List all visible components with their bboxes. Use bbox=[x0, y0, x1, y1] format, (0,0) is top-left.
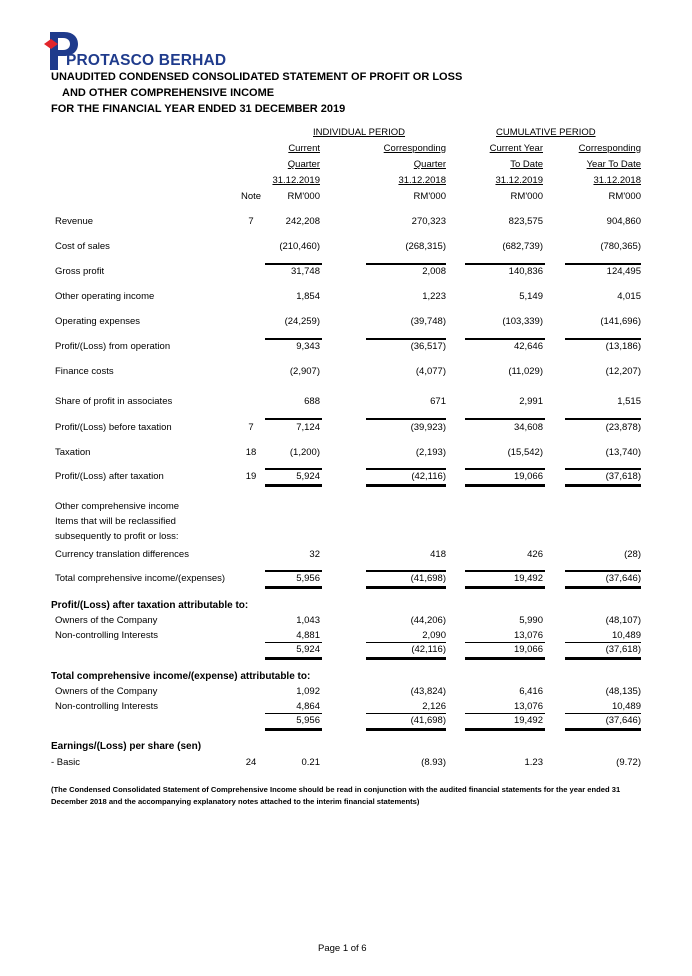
row-label-revenue: Revenue bbox=[55, 216, 94, 227]
at-total-col1: 5,956 bbox=[296, 715, 320, 726]
associates-col1: 688 bbox=[304, 396, 320, 407]
oci-heading: Other comprehensive income bbox=[55, 501, 180, 512]
subtotal-rule bbox=[565, 713, 641, 714]
note-header: Note bbox=[241, 191, 262, 202]
col4-header-date: 31.12.2018 bbox=[593, 175, 641, 186]
finance-costs-col4: (12,207) bbox=[605, 366, 641, 377]
pbt-col4: (23,878) bbox=[605, 422, 641, 433]
revenue-col2: 270,323 bbox=[411, 216, 446, 227]
total-double-rule bbox=[366, 586, 446, 589]
other-income-col2: 1,223 bbox=[422, 291, 446, 302]
col1-header-date: 31.12.2019 bbox=[272, 175, 320, 186]
col2-header-date: 31.12.2018 bbox=[398, 175, 446, 186]
subtotal-rule bbox=[265, 263, 322, 265]
attrib-profit-heading: Profit/(Loss) after taxation attributable to: bbox=[51, 600, 249, 611]
total-double-rule bbox=[565, 728, 641, 731]
subtotal-rule bbox=[265, 468, 322, 470]
statement-title-line2: AND OTHER COMPREHENSIVE INCOME bbox=[62, 87, 275, 99]
oci-subheading-2: subsequently to profit or loss: bbox=[55, 531, 179, 542]
col3-header-date: 31.12.2019 bbox=[495, 175, 543, 186]
col3-header-line1: Current Year bbox=[489, 143, 543, 154]
subtotal-rule bbox=[366, 418, 446, 420]
ap-nci-col3: 13,076 bbox=[513, 630, 543, 641]
opex-col3: (103,339) bbox=[502, 316, 543, 327]
subtotal-rule bbox=[565, 570, 641, 572]
total-double-rule bbox=[265, 728, 322, 731]
tci-col1: 5,956 bbox=[296, 573, 320, 584]
total-double-rule bbox=[465, 728, 545, 731]
finance-costs-col2: (4,077) bbox=[415, 366, 446, 377]
other-income-col1: 1,854 bbox=[296, 291, 320, 302]
subtotal-rule bbox=[465, 713, 545, 714]
statement-title-line1: UNAUDITED CONDENSED CONSOLIDATED STATEMENT OF PROFIT OR LOSS bbox=[51, 71, 463, 83]
total-double-rule bbox=[565, 484, 641, 487]
pat-col1: 5,924 bbox=[296, 471, 320, 482]
total-double-rule bbox=[265, 484, 322, 487]
at-owners-col2: (43,824) bbox=[410, 686, 446, 697]
subtotal-rule bbox=[465, 338, 545, 340]
subtotal-rule bbox=[366, 468, 446, 470]
row-note-taxation: 18 bbox=[245, 447, 257, 458]
subtotal-rule bbox=[265, 338, 322, 340]
total-double-rule bbox=[465, 657, 545, 660]
col4-header-line1: Corresponding bbox=[578, 143, 641, 154]
finance-costs-col1: (2,907) bbox=[289, 366, 320, 377]
tax-col1: (1,200) bbox=[289, 447, 320, 458]
op-profit-col3: 42,646 bbox=[513, 341, 543, 352]
subtotal-rule bbox=[565, 642, 641, 643]
subtotal-rule bbox=[366, 570, 446, 572]
pbt-col2: (39,923) bbox=[410, 422, 446, 433]
row-label-other-operating-income: Other operating income bbox=[55, 291, 155, 302]
opex-col4: (141,696) bbox=[600, 316, 641, 327]
cost-of-sales-col1: (210,460) bbox=[279, 241, 320, 252]
ap-owners-col2: (44,206) bbox=[410, 615, 446, 626]
ap-owners-col4: (48,107) bbox=[605, 615, 641, 626]
gross-profit-col4: 124,495 bbox=[606, 266, 641, 277]
ap-owners-col3: 5,990 bbox=[519, 615, 543, 626]
at-total-col3: 19,492 bbox=[513, 715, 543, 726]
attrib-tci-heading: Total comprehensive income/(expense) attributable to: bbox=[51, 671, 311, 682]
total-double-rule bbox=[465, 586, 545, 589]
at-nci-col4: 10,489 bbox=[611, 701, 641, 712]
total-double-rule bbox=[565, 657, 641, 660]
disclaimer-note: (The Condensed Consolidated Statement of Comprehensive Income should be read in conjunction with the audited financial statements for the year ended 31 December 2018 and the accompanying explanatory notes attached to the interim financial statements) bbox=[51, 785, 621, 806]
individual-period-header: INDIVIDUAL PERIOD bbox=[313, 127, 406, 138]
opex-col2: (39,748) bbox=[410, 316, 446, 327]
row-note-eps: 24 bbox=[245, 757, 257, 768]
other-income-col4: 4,015 bbox=[617, 291, 641, 302]
tax-col3: (15,542) bbox=[507, 447, 543, 458]
ap-total-col3: 19,066 bbox=[513, 644, 543, 655]
tci-col3: 19,492 bbox=[513, 573, 543, 584]
revenue-col3: 823,575 bbox=[508, 216, 543, 227]
total-double-rule bbox=[366, 484, 446, 487]
col1-header-line1: Current bbox=[288, 143, 320, 154]
row-label-nci: Non-controlling Interests bbox=[55, 630, 158, 641]
subtotal-rule bbox=[366, 713, 446, 714]
at-owners-col4: (48,135) bbox=[605, 686, 641, 697]
subtotal-rule bbox=[265, 418, 322, 420]
eps-heading: Earnings/(Loss) per share (sen) bbox=[51, 741, 202, 752]
at-owners-col1: 1,092 bbox=[296, 686, 320, 697]
subtotal-rule bbox=[465, 468, 545, 470]
at-nci-col1: 4,864 bbox=[296, 701, 320, 712]
pat-col3: 19,066 bbox=[513, 471, 543, 482]
oci-subheading-1: Items that will be reclassified bbox=[55, 516, 176, 527]
subtotal-rule bbox=[465, 570, 545, 572]
pbt-col3: 34,608 bbox=[513, 422, 543, 433]
gross-profit-col2: 2,008 bbox=[422, 266, 446, 277]
at-owners-col3: 6,416 bbox=[519, 686, 543, 697]
company-name: PROTASCO BERHAD bbox=[66, 52, 227, 69]
eps-col3: 1.23 bbox=[524, 757, 543, 768]
row-label-taxation: Taxation bbox=[55, 447, 91, 458]
fx-col4: (28) bbox=[624, 549, 641, 560]
subtotal-rule bbox=[366, 642, 446, 643]
fx-col3: 426 bbox=[527, 549, 543, 560]
row-label-gross-profit: Gross profit bbox=[55, 266, 105, 277]
op-profit-col1: 9,343 bbox=[296, 341, 320, 352]
row-label-basic-eps: - Basic bbox=[51, 757, 81, 768]
fx-col1: 32 bbox=[309, 549, 320, 560]
statement-title-line3: FOR THE FINANCIAL YEAR ENDED 31 DECEMBER 2019 bbox=[51, 103, 346, 115]
tci-col4: (37,646) bbox=[605, 573, 641, 584]
fx-col2: 418 bbox=[430, 549, 446, 560]
col3-header-line2: To Date bbox=[510, 159, 543, 170]
col4-unit: RM'000 bbox=[608, 191, 641, 202]
ap-total-col4: (37,618) bbox=[605, 644, 641, 655]
subtotal-rule bbox=[465, 263, 545, 265]
other-income-col3: 5,149 bbox=[519, 291, 543, 302]
row-label-profit-before-tax: Profit/(Loss) before taxation bbox=[55, 422, 172, 433]
associates-col4: 1,515 bbox=[617, 396, 641, 407]
ap-total-col1: 5,924 bbox=[296, 644, 320, 655]
subtotal-rule bbox=[265, 713, 322, 714]
total-double-rule bbox=[265, 657, 322, 660]
revenue-col4: 904,860 bbox=[606, 216, 641, 227]
row-label-owners: Owners of the Company bbox=[55, 615, 158, 626]
cost-of-sales-col2: (268,315) bbox=[405, 241, 446, 252]
subtotal-rule bbox=[465, 418, 545, 420]
subtotal-rule bbox=[366, 338, 446, 340]
row-label-cost-of-sales: Cost of sales bbox=[55, 241, 110, 252]
col2-unit: RM'000 bbox=[413, 191, 446, 202]
op-profit-col2: (36,517) bbox=[410, 341, 446, 352]
ap-nci-col4: 10,489 bbox=[611, 630, 641, 641]
pat-col2: (42,116) bbox=[411, 471, 446, 482]
eps-col1: 0.21 bbox=[301, 757, 320, 768]
gross-profit-col3: 140,836 bbox=[508, 266, 543, 277]
tax-col4: (13,740) bbox=[605, 447, 641, 458]
total-double-rule bbox=[265, 586, 322, 589]
subtotal-rule bbox=[565, 263, 641, 265]
row-label-profit-from-operation: Profit/(Loss) from operation bbox=[55, 341, 171, 352]
tax-col2: (2,193) bbox=[415, 447, 446, 458]
total-double-rule bbox=[465, 484, 545, 487]
gross-profit-col1: 31,748 bbox=[290, 266, 320, 277]
row-label-owners: Owners of the Company bbox=[55, 686, 158, 697]
row-label-currency-translation: Currency translation differences bbox=[55, 549, 189, 560]
cost-of-sales-col3: (682,739) bbox=[502, 241, 543, 252]
subtotal-rule bbox=[565, 338, 641, 340]
associates-col3: 2,991 bbox=[519, 396, 543, 407]
subtotal-rule bbox=[565, 418, 641, 420]
ap-nci-col2: 2,090 bbox=[422, 630, 446, 641]
col2-header-line2: Quarter bbox=[413, 159, 446, 170]
eps-col2: (8.93) bbox=[421, 757, 446, 768]
col4-header-line2: Year To Date bbox=[586, 159, 641, 170]
associates-col2: 671 bbox=[430, 396, 446, 407]
subtotal-rule bbox=[366, 263, 446, 265]
at-nci-col2: 2,126 bbox=[422, 701, 446, 712]
row-label-operating-expenses: Operating expenses bbox=[55, 316, 141, 327]
finance-costs-col3: (11,029) bbox=[508, 366, 543, 377]
col3-unit: RM'000 bbox=[510, 191, 543, 202]
cost-of-sales-col4: (780,365) bbox=[600, 241, 641, 252]
pbt-col1: 7,124 bbox=[296, 422, 320, 433]
page-number: Page 1 of 6 bbox=[318, 943, 367, 954]
subtotal-rule bbox=[465, 642, 545, 643]
row-label-profit-after-tax: Profit/(Loss) after taxation bbox=[55, 471, 164, 482]
eps-col4: (9.72) bbox=[616, 757, 641, 768]
tci-col2: (41,698) bbox=[410, 573, 446, 584]
at-nci-col3: 13,076 bbox=[513, 701, 543, 712]
opex-col1: (24,259) bbox=[284, 316, 320, 327]
row-label-nci: Non-controlling Interests bbox=[55, 701, 158, 712]
total-double-rule bbox=[366, 728, 446, 731]
row-label-total-comprehensive-income: Total comprehensive income/(expenses) bbox=[55, 573, 226, 584]
row-label-share-of-associates: Share of profit in associates bbox=[55, 396, 173, 407]
at-total-col2: (41,698) bbox=[410, 715, 446, 726]
pat-col4: (37,618) bbox=[605, 471, 641, 482]
cumulative-period-header: CUMULATIVE PERIOD bbox=[496, 127, 596, 138]
ap-total-col2: (42,116) bbox=[411, 644, 446, 655]
row-note-pat: 19 bbox=[245, 471, 257, 482]
subtotal-rule bbox=[565, 468, 641, 470]
col2-header-line1: Corresponding bbox=[383, 143, 446, 154]
col1-header-line2: Quarter bbox=[287, 159, 320, 170]
revenue-col1: 242,208 bbox=[285, 216, 320, 227]
row-note-pbt: 7 bbox=[248, 422, 254, 433]
subtotal-rule bbox=[265, 642, 322, 643]
row-label-finance-costs: Finance costs bbox=[55, 366, 114, 377]
at-total-col4: (37,646) bbox=[605, 715, 641, 726]
col1-unit: RM'000 bbox=[287, 191, 320, 202]
subtotal-rule bbox=[265, 570, 322, 572]
total-double-rule bbox=[366, 657, 446, 660]
total-double-rule bbox=[565, 586, 641, 589]
ap-owners-col1: 1,043 bbox=[296, 615, 320, 626]
op-profit-col4: (13,186) bbox=[605, 341, 641, 352]
row-note-revenue: 7 bbox=[248, 216, 254, 227]
ap-nci-col1: 4,881 bbox=[296, 630, 320, 641]
